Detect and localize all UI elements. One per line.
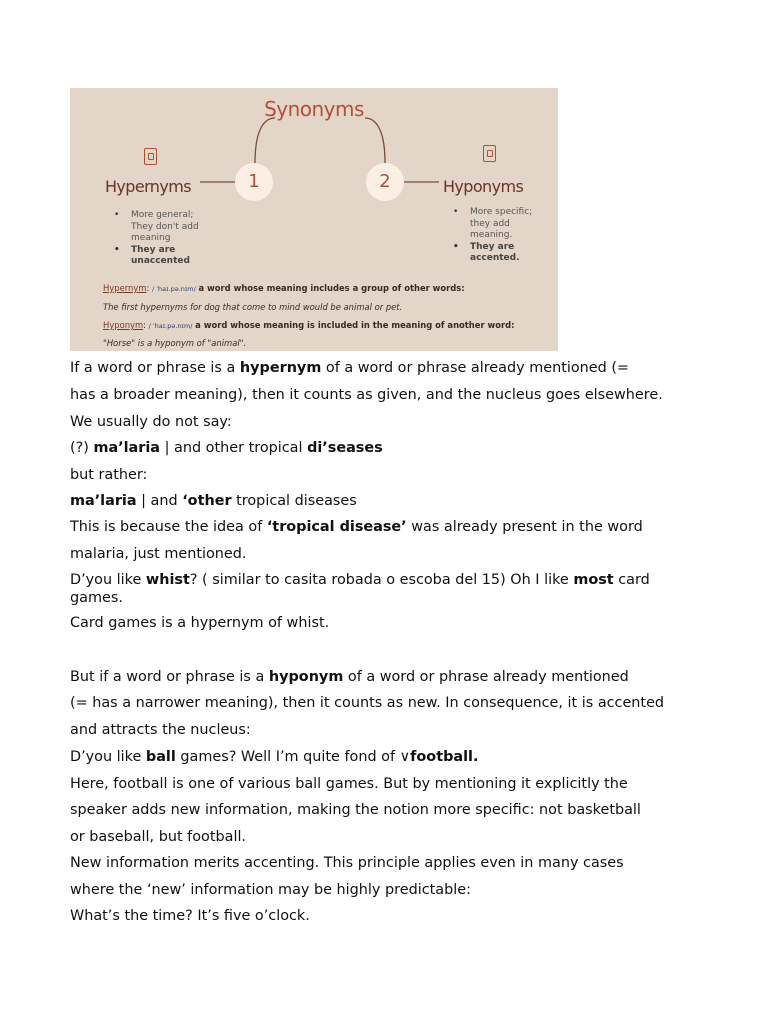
example-line: D’you like whist? ( similar to casita robada o escoba del 15) Oh I like most card (70, 572, 650, 588)
paragraph-line: Card games is a hypernym of whist. (70, 615, 330, 631)
hypernym-term: Hypernym (103, 283, 147, 293)
bullet-item: • They are accented. (444, 242, 554, 265)
hyponym-definition: Hyponym: / ˈhaɪ.pə.nɪm/ a word whose meaning is included in the meaning of another word: (103, 320, 515, 330)
number-badge-1: 1 (235, 163, 273, 201)
synonyms-figure (70, 88, 558, 351)
paragraph-line: has a broader meaning), then it counts as given, and the nucleus goes elsewhere. (70, 387, 663, 403)
paragraph-line: and attracts the nucleus: (70, 722, 251, 738)
hyponym-term: Hyponym (103, 320, 144, 330)
example-line: (?) ma’laria | and other tropical di’seases (70, 440, 383, 456)
example-line: D’you like ball games? Well I’m quite fond of ∨football. (70, 749, 479, 765)
paragraph-line: If a word or phrase is a hypernym of a word or phrase already mentioned (= (70, 360, 629, 376)
number-badge-2: 2 (366, 163, 404, 201)
bullet-item: • More specific; they add meaning. (444, 207, 554, 242)
bullet-item: • They are unaccented (105, 245, 225, 268)
paragraph-line: speaker adds new information, making the notion more specific: not basketball (70, 802, 641, 818)
paragraph-line: where the ‘new’ information may be highly predictable: (70, 882, 471, 898)
hypernym-definition: Hypernym: / ˈhaɪ.pə.nɪm/ a word whose meaning includes a group of other words: (103, 283, 465, 293)
example-line: games. (70, 590, 123, 606)
term-hyponym: hyponym (268, 669, 344, 685)
bullet-item: • More general; They don't add meaning (105, 210, 225, 245)
hypernym-def-text: a word whose meaning includes a group of other words: (198, 283, 465, 293)
hypernyms-heading: Hypernyms (105, 177, 191, 196)
hyponyms-bullets (444, 207, 554, 265)
figure-title: Synonyms (264, 97, 364, 121)
hyponym-pronunciation: / ˈhaɪ.pə.nɪm/ (148, 322, 193, 330)
hypernyms-bullets (105, 210, 225, 268)
paragraph-line: But if a word or phrase is a hyponym of a word or phrase already mentioned (70, 669, 629, 685)
paragraph-line: Here, football is one of various ball games. But by mentioning it explicitly the (70, 776, 628, 792)
example-line: ma’laria | and ‘other tropical diseases (70, 493, 357, 509)
hyponym-def-text: a word whose meaning is included in the meaning of another word: (195, 320, 515, 330)
hyponym-example: "Horse" is a hyponym of "animal". (103, 338, 247, 348)
book-icon (483, 145, 496, 162)
paragraph-line: We usually do not say: (70, 414, 232, 430)
paragraph-line: (= has a narrower meaning), then it counts as new. In consequence, it is accented (70, 695, 665, 711)
paragraph-line: but rather: (70, 467, 148, 483)
term-hypernym: hypernym (239, 360, 322, 376)
hypernym-example: The first hypernyms for dog that come to mind would be animal or pet. (103, 302, 403, 312)
paragraph-line: or baseball, but football. (70, 829, 247, 845)
hypernym-pronunciation: / ˈhaɪ.pə.nɪm/ (151, 285, 196, 293)
paragraph-line: New information merits accenting. This principle applies even in many cases (70, 855, 624, 871)
paragraph-line: malaria, just mentioned. (70, 546, 247, 562)
book-icon (144, 148, 157, 165)
hyponyms-heading: Hyponyms (443, 177, 524, 196)
paragraph-line: This is because the idea of ‘tropical disease’ was already present in the word (70, 519, 643, 535)
example-line: What’s the time? It’s five o’clock. (70, 908, 310, 924)
